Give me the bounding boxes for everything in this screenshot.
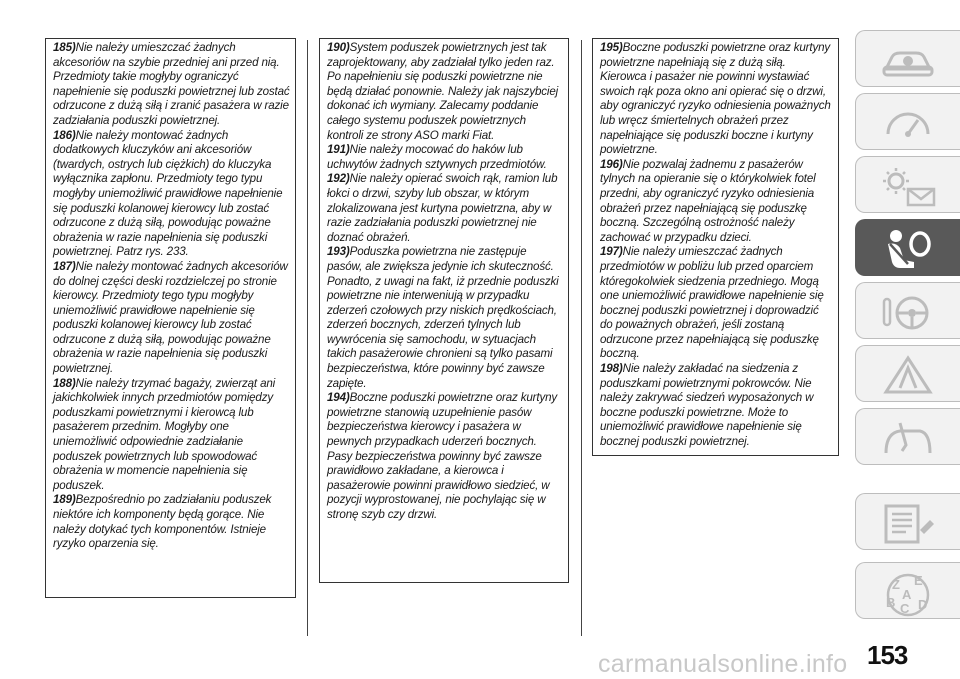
note-text: Boczne poduszki powietrzne oraz kurtyny powietrzne napełniają się z dużą siłą. Kierowca i pasażer nie powinni wystawiać swoich rąk poza okno ani opierać się o drzwi, aby ograniczyć ryzyko odniesienia poważnych lub wręcz śmiertelnych obrażeń przez napełniające się poduszki boczne i kurtyny powietrzne.: [600, 41, 831, 157]
safety-note: [53, 41, 290, 129]
note-number: 193): [327, 245, 350, 259]
note-number: 194): [327, 391, 350, 405]
safety-note: [327, 143, 563, 172]
emergency-icon: [878, 352, 938, 398]
alphabetical-index-icon: [878, 569, 938, 619]
note-text: Nie należy opierać swoich rąk, ramion lub łokci o drzwi, szyby lub obszar, w którym zlokalizowana jest kurtyna powietrzna, aby w razie zadziałania poduszki powietrznej nie doznać obrażeń.: [327, 172, 558, 244]
tab-safety[interactable]: [855, 219, 960, 276]
note-number: 185): [53, 41, 76, 54]
starting-driving-icon: [878, 289, 938, 335]
column-divider: [581, 40, 582, 636]
tab-car-info[interactable]: [855, 30, 960, 87]
notes-column-2: [319, 38, 569, 583]
safety-note: [600, 362, 833, 450]
note-text: Bezpośrednio po zadziałaniu poduszek niektóre ich komponenty będą gorące. Nie należy dotykać tych komponentów. Istnieje ryzyko oparzenia się.: [53, 493, 272, 551]
tab-emergency[interactable]: [855, 345, 960, 402]
safety-note: [53, 377, 290, 494]
car-info-icon: [878, 37, 938, 83]
note-number: 196): [600, 157, 623, 171]
svg-text:Z: Z: [892, 577, 900, 592]
svg-text:C: C: [900, 601, 910, 616]
page-number: 153: [867, 640, 908, 670]
tab-warning-lights[interactable]: [855, 156, 960, 213]
note-text: Nie pozwalaj żadnemu z pasażerów tylnych na opieranie się o którykolwiek fotel przedni, aby ograniczyć ryzyko odniesienia obrażeń przez napełniającą się poduszkę boczną. Szczególną ostrożność należy zachować w przypadku dzieci.: [600, 157, 816, 244]
safety-note: [600, 245, 833, 362]
note-number: 186): [53, 128, 76, 142]
svg-text:E: E: [914, 573, 923, 588]
tab-dashboard[interactable]: [855, 93, 960, 150]
note-number: 191): [327, 143, 350, 157]
tab-alphabetical-index[interactable]: [855, 562, 960, 619]
svg-text:A: A: [902, 587, 912, 602]
note-number: 188): [53, 376, 76, 390]
tab-starting-driving[interactable]: [855, 282, 960, 339]
safety-note: [53, 129, 290, 260]
note-text: System poduszek powietrznych jest tak zaprojektowany, aby zadziałał tylko jeden raz. Po napełnieniu się poduszki powietrzne nie będą działać ponownie. Należy jak najszybciej dokonać ich wymiany. Zalecamy poddanie całego systemu poduszek powietrznych kontroli ze strony ASO marki Fiat.: [327, 41, 559, 142]
safety-note: [327, 41, 563, 143]
note-number: 190): [327, 41, 350, 54]
warning-lights-icon: [878, 163, 938, 209]
note-number: 189): [53, 493, 76, 507]
technical-data-icon: [878, 500, 938, 546]
safety-note: [600, 158, 833, 246]
note-text: Nie należy umieszczać żadnych akcesoriów na szybie przedniej ani przed nią. Przedmioty takie mogłyby ograniczyć napełnienie się poduszki powietrznej lub zostać odrzucone z dużą siłą i zranić pasażera w razie zadziałania poduszki powietrznej.: [53, 41, 290, 127]
note-text: Boczne poduszki powietrzne oraz kurtyny powietrzne stanowią uzupełnienie pasów bezpieczeństwa kierowcy i pasażera w pewnych przypadkach uderzeń bocznych. Pasy bezpieczeństwa powinny być zawsze prawidłowo zakładane, a kierowca i pasażerowie powinni prawidłowo siedzieć, w pozycji wyprostowanej, nie pochylając się w stronę szyb czy drzwi.: [327, 391, 558, 521]
safety-note: [327, 391, 563, 522]
seat-airbag-icon: [878, 226, 938, 276]
safety-note: [600, 41, 833, 158]
note-number: 195): [600, 41, 623, 54]
note-text: Nie należy montować żadnych akcesoriów do dolnej części deski rozdzielczej po stronie kierowcy. Przedmioty tego typu mogłyby uniemożliwić prawidłowe napełnienie się poduszki kolanowej kierowcy lub zostać odrzucone z dużą siłą, powodując poważne obrażenia w razie napełnienia się poduszki powietrznej.: [53, 259, 288, 376]
watermark-text: carmanualsonline.info: [598, 650, 848, 678]
note-text: Nie należy trzymać bagaży, zwierząt ani jakichkolwiek innych przedmiotów pomiędzy poduszkami powietrznymi i kierowcą lub pasażerem przednim. Mogłyby one uniemożliwić odpowiednie zadziałanie poduszek powietrznych lub spowodować obrażenia w momencie napełnienia się poduszek.: [53, 376, 276, 492]
svg-text:D: D: [918, 597, 928, 612]
safety-note: [53, 260, 290, 377]
tab-technical-data[interactable]: [855, 493, 960, 550]
note-number: 187): [53, 259, 76, 273]
note-text: Poduszka powietrzna nie zastępuje pasów, ale zwiększa jedynie ich skuteczność. Ponadto, z uwagi na fakt, iż przednie poduszki powietrzne nie interweniują w przypadku zderzeń czołowych przy niskich prędkościach, zderzeń bocznych, zderzeń tylnych lub wywrócenia się samochodu, w sytuacjach takich pasażerowie chronieni są tylko pasami bezpieczeństwa, które powinny być zawsze zapięte.: [327, 245, 559, 390]
notes-column-3: [592, 38, 839, 456]
safety-note: [327, 245, 563, 391]
note-number: 192): [327, 172, 350, 186]
note-text: Nie należy montować żadnych dodatkowych kluczyków ani akcesoriów (twardych, ostrych lub ciężkich) do kluczyka wyłącznika zapłonu. Przedmioty tego typu mogłyby uniemożliwić prawidłowe napełnienie się poduszki kolanowej kierowcy lub zostać odrzucone z dużą siłą, powodując poważne obrażenia w razie napełnienia się poduszki powietrznej. Patrz rys. 233.: [53, 128, 283, 259]
svg-text:B: B: [886, 595, 896, 610]
safety-note: [53, 493, 290, 551]
maintenance-icon: [878, 415, 938, 461]
dashboard-gauge-icon: [878, 100, 938, 146]
safety-note: [327, 172, 563, 245]
note-number: 198): [600, 362, 623, 376]
note-text: Nie należy zakładać na siedzenia z poduszkami powietrznymi pokrowców. Nie należy zakrywać siedzeń wyposażonych w boczne poduszki powietrzne. Może to uniemożliwić prawidłowe napełnienie się bocznej poduszki powietrznej.: [600, 362, 814, 449]
note-number: 197): [600, 245, 623, 259]
note-text: Nie należy umieszczać żadnych przedmiotów w pobliżu lub przed oparciem któregokolwiek siedzenia przedniego. Mogą one uniemożliwić prawidłowe napełnienie się bocznej poduszki powietrznej i doprowadzić do poważnych obrażeń, jeśli zostaną odrzucone przez napełniającą się poduszkę boczną.: [600, 245, 824, 361]
notes-column-1: [45, 38, 296, 598]
tab-maintenance[interactable]: [855, 408, 960, 465]
column-divider: [307, 40, 308, 636]
note-text: Nie należy mocować do haków lub uchwytów żadnych sztywnych przedmiotów.: [327, 143, 547, 171]
